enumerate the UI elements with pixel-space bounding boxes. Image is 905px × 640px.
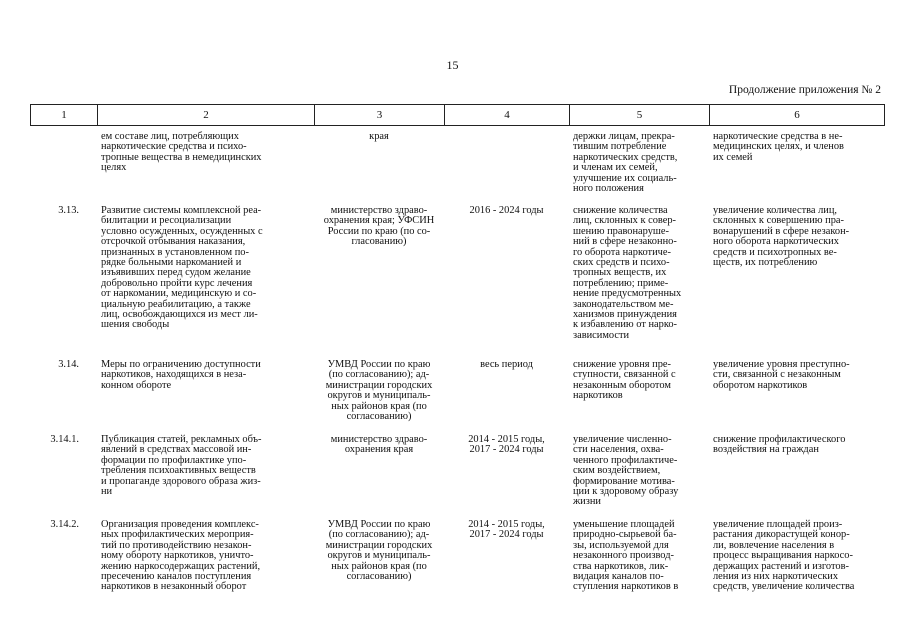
item-number: 3.13.	[58, 205, 79, 216]
expected-result-cell: снижение количества лиц, склонных к совер- шению правонаруше- ний в сфере незаконно- го оборота наркотиче- ских средств и психо- тропных веществ, их потреблению; приме- нение предусмотренных законодательством ме- ханизмов принуждения к избавлению от нарко- зависимости	[573, 205, 682, 341]
period-cell: 2016 - 2024 годы	[469, 205, 544, 216]
activity-cell: Развитие системы комплексной реа- билитации и ресоциализации условно осужденных, осужденных с отсрочкой отбывания наказания, признанных в установленном по- рядке больными наркоманией и изъявивших перед судом желание добровольно пройти курс лечения от наркомании, медицинскую и со- циальную реабилитацию, а также лиц, освобождающихся из мест ли- шения свободы	[101, 205, 263, 331]
measures-table	[30, 129, 884, 597]
executor-cell: министерство здраво- охранения края; УФСИН России по краю (по со- гласованию)	[323, 205, 435, 248]
table-row	[30, 517, 884, 597]
column-header-3: 3	[315, 105, 445, 126]
executor-cell: министерство здраво- охранения края	[330, 434, 428, 456]
consequence-cell: увеличение уровня преступно- сти, связанной с незаконным оборотом наркотиков	[713, 359, 850, 391]
table-row	[30, 129, 884, 203]
item-number	[30, 129, 97, 203]
header-row	[31, 105, 885, 126]
column-header-5: 5	[570, 105, 710, 126]
period-cell: 2014 - 2015 годы, 2017 - 2024 годы	[468, 434, 545, 456]
column-header-1: 1	[31, 105, 98, 126]
consequence-cell: наркотические средства в не- медицинских целях, и членов их семей	[713, 131, 844, 163]
period-cell: 2014 - 2015 годы, 2017 - 2024 годы	[468, 519, 545, 541]
expected-result-cell: увеличение численно- сти населения, охва- ченного профилактиче- ским воздействием, формирование мотива- ции к здоровому образу жизни	[573, 434, 679, 508]
expected-result-cell: уменьшение площадей природно-сырьевой ба- зы, используемой для незаконного производ- ства наркотиков, лик- видация каналов по- ступления наркотиков в	[573, 519, 679, 593]
activity-cell: ем составе лиц, потребляющих наркотические средства и психо- тропные вещества в немедицинских целях	[101, 131, 262, 174]
table-row	[30, 432, 884, 517]
column-header-4: 4	[445, 105, 570, 126]
consequence-cell: увеличение количества лиц, склонных к совершению пра- вонарушений в сфере незакон- ного оборота наркотических средств и психотропных ве- ществ, их потреблению	[713, 205, 850, 269]
period-cell: весь период	[480, 359, 533, 370]
activity-cell: Публикация статей, рекламных объ- явлений в средствах массовой ин- формации по профилактике упо- требления психоактивных веществ и пропаганде здорового образа жиз- ни	[101, 434, 262, 498]
expected-result-cell: снижение уровня пре- ступности, связанной с незаконным оборотом наркотиков	[573, 359, 676, 402]
executor-cell: края	[369, 131, 389, 142]
activity-cell: Организация проведения комплекс- ных профилактических мероприя- тий по противодействию незакон- ному обороту наркотиков, уничто- жению наркосодержащих растений, пресечению каналов поступления наркотиков в незаконный оборот	[101, 519, 261, 593]
item-number: 3.14.	[58, 359, 79, 370]
consequence-cell: снижение профилактического воздействия на граждан	[713, 434, 846, 456]
table-row	[30, 203, 884, 357]
executor-cell: УМВД России по краю (по согласованию); ад- министрации городских округов и муниципаль- ных районов края (по согласованию)	[325, 359, 433, 423]
appendix-continuation-label: Продолжение приложения № 2	[728, 84, 881, 96]
column-number-header	[30, 104, 885, 126]
activity-cell: Меры по ограничению доступности наркотиков, находящихся в неза- конном обороте	[101, 359, 261, 391]
period-cell	[444, 129, 569, 203]
item-number: 3.14.1.	[50, 434, 79, 445]
column-header-2: 2	[98, 105, 315, 126]
executor-cell: УМВД России по краю (по согласованию); ад- министрации городских округов и муниципаль- ных районов края (по согласованию)	[325, 519, 433, 583]
page-number: 15	[446, 58, 459, 72]
consequence-cell: увеличение площадей произ- растания дикорастущей конop- ли, вовлечение населения в процесс выращивания наркосо- держащих растений и изготов- ления из них наркотических средств, увеличение количества	[713, 519, 855, 593]
item-number: 3.14.2.	[50, 519, 79, 530]
expected-result-cell: держки лицам, прекра- тившим потребление наркотических средств, и членам их семей, улучшение их социаль- ного положения	[573, 131, 678, 195]
table-row	[30, 357, 884, 432]
column-header-6: 6	[710, 105, 885, 126]
